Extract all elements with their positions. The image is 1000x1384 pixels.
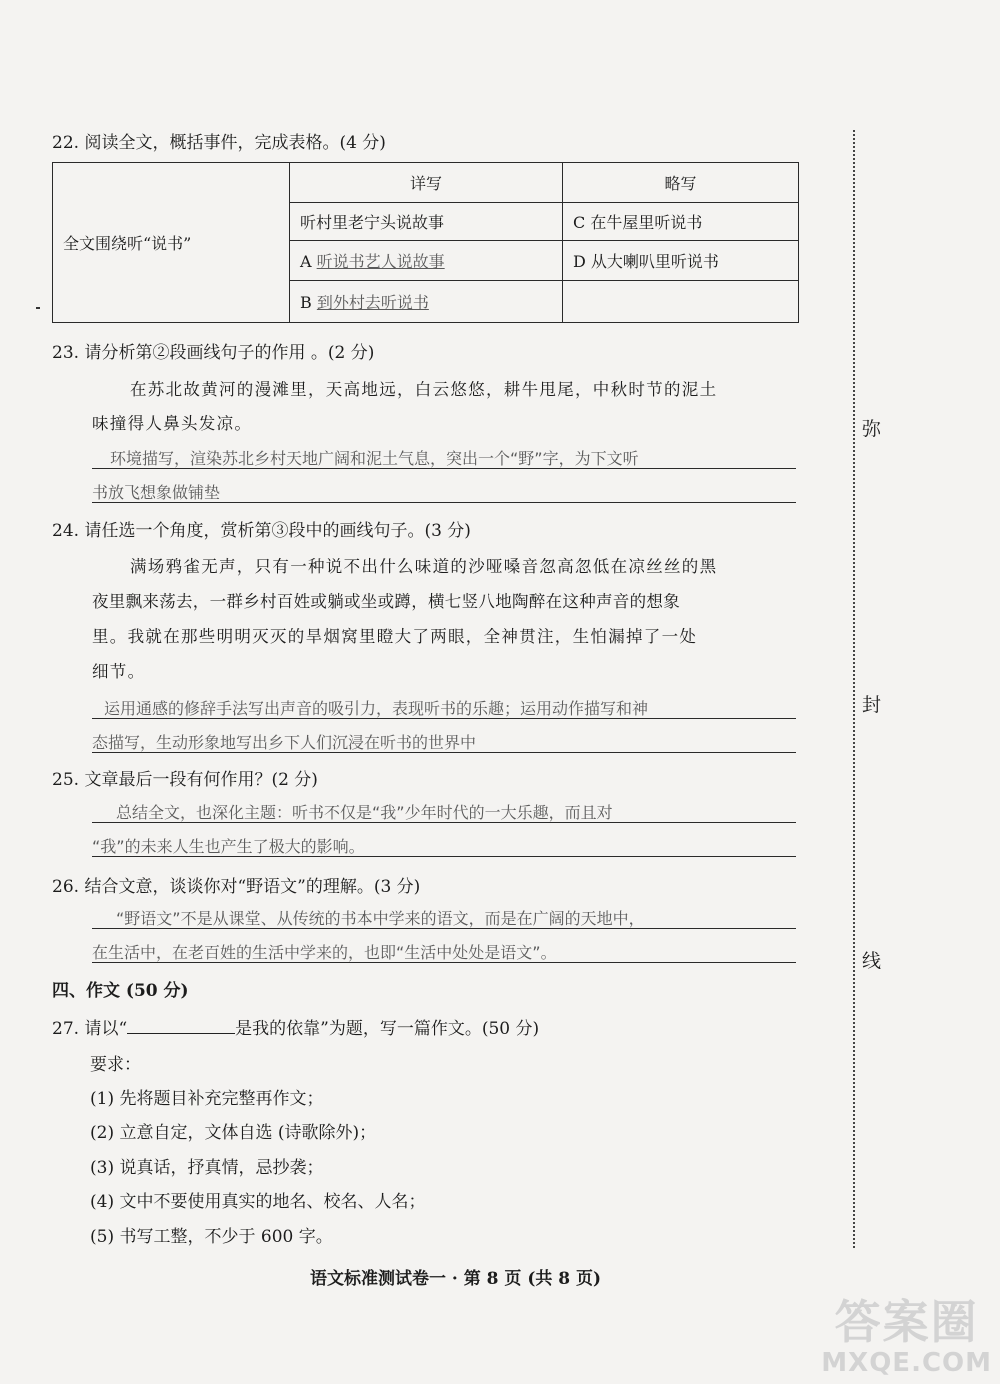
answer-underline (92, 718, 796, 719)
answer-b: 到外村去听说书 (316, 293, 429, 312)
q24-passage-line-1: 满场鸦雀无声，只有一种说不出什么味道的沙哑嗓音忽高忽低在凉丝丝的黑 (130, 557, 718, 576)
q25-answer-line-2: “我”的未来人生也产生了极大的影响。 (92, 837, 365, 856)
margin-char-xian: 线 (862, 950, 882, 972)
q23-answer-line-1: 环境描写，渲染苏北乡村天地广阔和泥土气息，突出一个“野”字，为下文听 (110, 449, 639, 468)
watermark-url: MXQE.COM (821, 1348, 992, 1378)
watermark-chars: 答案圈 (834, 1295, 979, 1349)
requirement-item: (5) 书写工整，不少于 600 字。 (90, 1227, 333, 1247)
table-cell-brief-2: D 从大喇叭里听说书 (563, 241, 799, 281)
q24-answer-line-2: 态描写，生动形象地写出乡下人们沉浸在听书的世界中 (92, 733, 477, 752)
q23-passage-line-1: 在苏北故黄河的漫滩里，天高地远，白云悠悠，耕牛甩尾，中秋时节的泥土 (130, 380, 718, 399)
q24-answer-line-1: 运用通感的修辞手法写出声音的吸引力，表现听书的乐趣；运用动作描写和神 (104, 699, 649, 718)
stray-mark (36, 307, 40, 309)
q26-answer-line-2: 在生活中，在老百姓的生活中学来的，也即“生活中处处是语文”。 (92, 943, 557, 962)
option-b-label: B (300, 293, 317, 312)
section-heading: 四、作文 (50 分) (52, 981, 189, 1001)
q23-answer-line-2: 书放飞想象做铺垫 (92, 483, 221, 502)
requirement-item: (1) 先将题目补充完整再作文； (90, 1089, 324, 1109)
q22-title: 22. 阅读全文，概括事件，完成表格。(4 分) (52, 133, 386, 153)
answer-underline (92, 468, 796, 469)
q24-title: 24. 请任选一个角度，赏析第③段中的画线句子。(3 分) (52, 521, 471, 541)
answer-a: 听说书艺人说故事 (316, 252, 445, 271)
table-header-brief: 略写 (563, 163, 799, 203)
answer-underline (92, 928, 796, 929)
requirement-item: (3) 说真话，抒真情，忌抄袭； (90, 1158, 324, 1178)
table-header-detail: 详写 (290, 163, 563, 203)
q27-prefix: 27. 请以“ (52, 1019, 128, 1039)
requirements-heading: 要求： (90, 1055, 141, 1075)
q27-suffix: 是我的依靠”为题，写一篇作文。(50 分) (235, 1019, 540, 1039)
q27-blank (127, 1019, 235, 1034)
requirement-item: (2) 立意自定，文体自选 (诗歌除外)； (90, 1123, 377, 1143)
q24-passage-line-4: 细节。 (92, 662, 146, 681)
option-a-label: A (300, 252, 317, 271)
table-left-cell: 全文围绕听“说书” (53, 163, 290, 323)
table-cell-detail-1: 听村里老宁头说故事 (290, 203, 563, 241)
table-cell-brief-3 (563, 281, 799, 323)
q22-summary-table (52, 162, 799, 323)
q26-answer-line-1: “野语文”不是从课堂、从传统的书本中学来的语文，而是在广阔的天地中， (116, 909, 645, 928)
q24-passage-line-3: 里。我就在那些明明灭灭的旱烟窝里瞪大了两眼，全神贯注，生怕漏掉了一处 (92, 627, 698, 646)
q27-title (52, 1014, 539, 1039)
answer-underline (92, 502, 796, 503)
q26-title: 26. 结合文意，谈谈你对“野语文”的理解。(3 分) (52, 877, 421, 897)
answer-underline (92, 822, 796, 823)
page-footer: 语文标准测试卷一 · 第 8 页 (共 8 页) (310, 1269, 602, 1289)
q23-passage-line-2: 味撞得人鼻头发凉。 (92, 414, 253, 433)
answer-underline (92, 962, 796, 963)
margin-char-feng: 封 (862, 694, 882, 716)
answer-underline (92, 856, 796, 857)
watermark-logo (821, 1286, 992, 1378)
q25-answer-line-1: 总结全文，也深化主题：听书不仅是“我”少年时代的一大乐趣，而且对 (116, 803, 613, 822)
q24-passage-line-2: 夜里飘来荡去，一群乡村百姓或躺或坐或蹲，横七竖八地陶醉在这种声音的想象 (92, 592, 680, 611)
q23-title: 23. 请分析第②段画线句子的作用 。(2 分) (52, 343, 375, 363)
margin-char-mi: 弥 (862, 418, 882, 440)
table-cell-brief-1: C 在牛屋里听说书 (563, 203, 799, 241)
answer-underline (92, 752, 796, 753)
requirement-item: (4) 文中不要使用真实的地名、校名、人名； (90, 1192, 426, 1212)
table-cell-detail-3 (290, 281, 563, 323)
binding-dotted-line (853, 130, 855, 1248)
q25-title: 25. 文章最后一段有何作用？(2 分) (52, 770, 318, 790)
table-cell-detail-2 (290, 241, 563, 281)
